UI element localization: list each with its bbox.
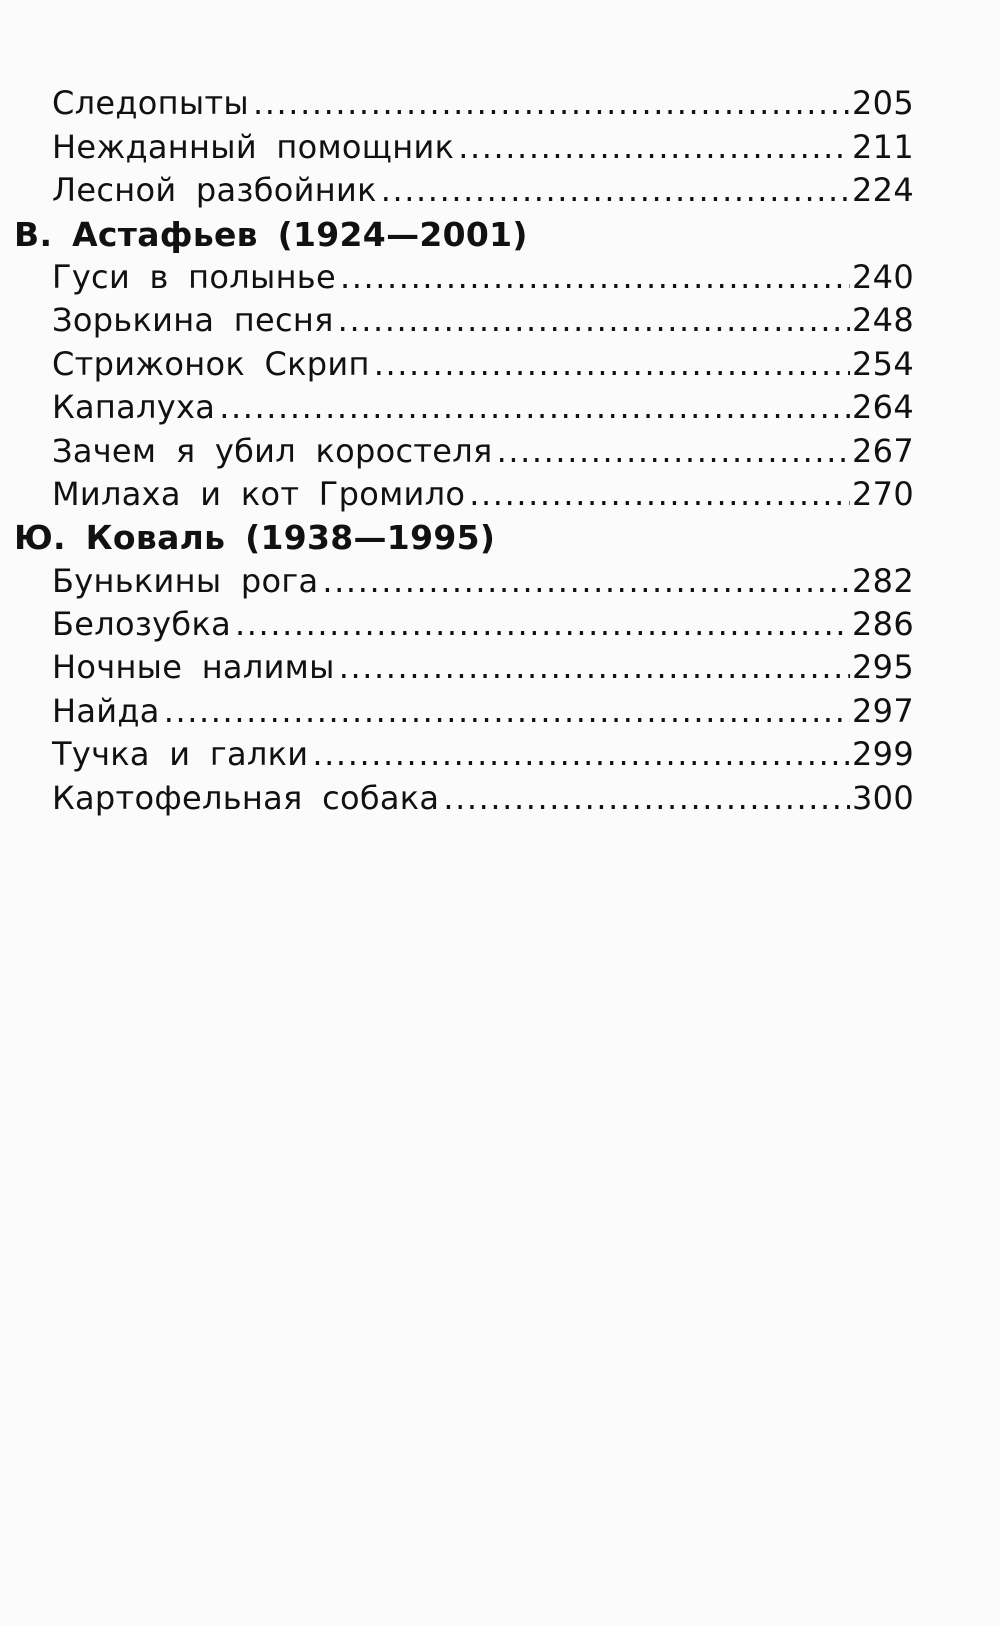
dot-leader <box>374 343 850 386</box>
dot-leader <box>235 603 850 646</box>
dot-leader <box>312 733 850 776</box>
toc-entry <box>14 559 914 602</box>
toc-entry-title: Тучка и галки <box>52 735 309 774</box>
author-name: В. Астафьев (1924—2001) <box>14 214 528 254</box>
toc-entry <box>14 342 914 385</box>
toc-entry-title: Гуси в полынье <box>52 257 336 296</box>
toc-entry <box>14 169 914 212</box>
toc-entry-title: Капалуха <box>52 388 216 427</box>
dot-leader <box>253 82 850 125</box>
toc-entry-page: 205 <box>852 84 914 123</box>
toc-entry-page: 224 <box>852 171 914 210</box>
toc-entry-title: Зачем я убил коростеля <box>52 431 493 470</box>
dot-leader <box>458 126 850 169</box>
toc-entry-page: 264 <box>852 388 914 427</box>
toc-entry-page: 270 <box>852 474 914 513</box>
toc-entry-title: Милаха и кот Громило <box>52 474 466 513</box>
dot-leader <box>381 169 850 212</box>
toc-entry-page: 267 <box>852 431 914 470</box>
toc-entry-title: Лесной разбойник <box>52 171 377 210</box>
toc-entry <box>14 256 914 299</box>
dot-leader <box>338 299 850 342</box>
dot-leader <box>443 777 850 820</box>
toc-entry-title: Бунькины рога <box>52 561 319 600</box>
toc-entry-page: 286 <box>852 605 914 644</box>
toc-entry <box>14 733 914 776</box>
dot-leader <box>469 473 850 516</box>
toc-entry-title: Зорькина песня <box>52 301 334 340</box>
toc-entry <box>14 429 914 472</box>
toc-entry-title: Следопыты <box>52 84 249 123</box>
toc-entry-title: Найда <box>52 691 160 730</box>
toc-entry <box>14 603 914 646</box>
toc-entry <box>14 125 914 168</box>
dot-leader <box>322 560 850 603</box>
dot-leader <box>339 646 850 689</box>
toc-author-heading <box>14 212 914 255</box>
toc-entry-page: 297 <box>852 691 914 730</box>
dot-leader <box>497 430 850 473</box>
toc-entry-page: 211 <box>852 127 914 166</box>
toc-entry-page: 248 <box>852 301 914 340</box>
dot-leader <box>164 690 850 733</box>
toc-entry <box>14 82 914 125</box>
author-name: Ю. Коваль (1938—1995) <box>14 518 496 558</box>
toc-author-heading <box>14 516 914 559</box>
toc-entry <box>14 473 914 516</box>
toc-entry <box>14 689 914 732</box>
toc-entry-page: 282 <box>852 561 914 600</box>
toc-entry-title: Белозубка <box>52 605 231 644</box>
toc-entry-page: 299 <box>852 735 914 774</box>
toc-entry <box>14 386 914 429</box>
toc-entry-page: 295 <box>852 648 914 687</box>
toc-entry-title: Ночные налимы <box>52 648 335 687</box>
toc-entry-page: 240 <box>852 257 914 296</box>
dot-leader <box>219 386 850 429</box>
toc-entry <box>14 646 914 689</box>
toc-entry-title: Стрижонок Скрип <box>52 344 370 383</box>
toc-entry <box>14 776 914 819</box>
toc-entry-page: 254 <box>852 344 914 383</box>
toc-entry-page: 300 <box>852 778 914 817</box>
toc-entry-title: Картофельная собака <box>52 778 440 817</box>
toc-entry <box>14 299 914 342</box>
table-of-contents <box>14 82 914 820</box>
dot-leader <box>340 256 850 299</box>
toc-entry-title: Нежданный помощник <box>52 127 455 166</box>
